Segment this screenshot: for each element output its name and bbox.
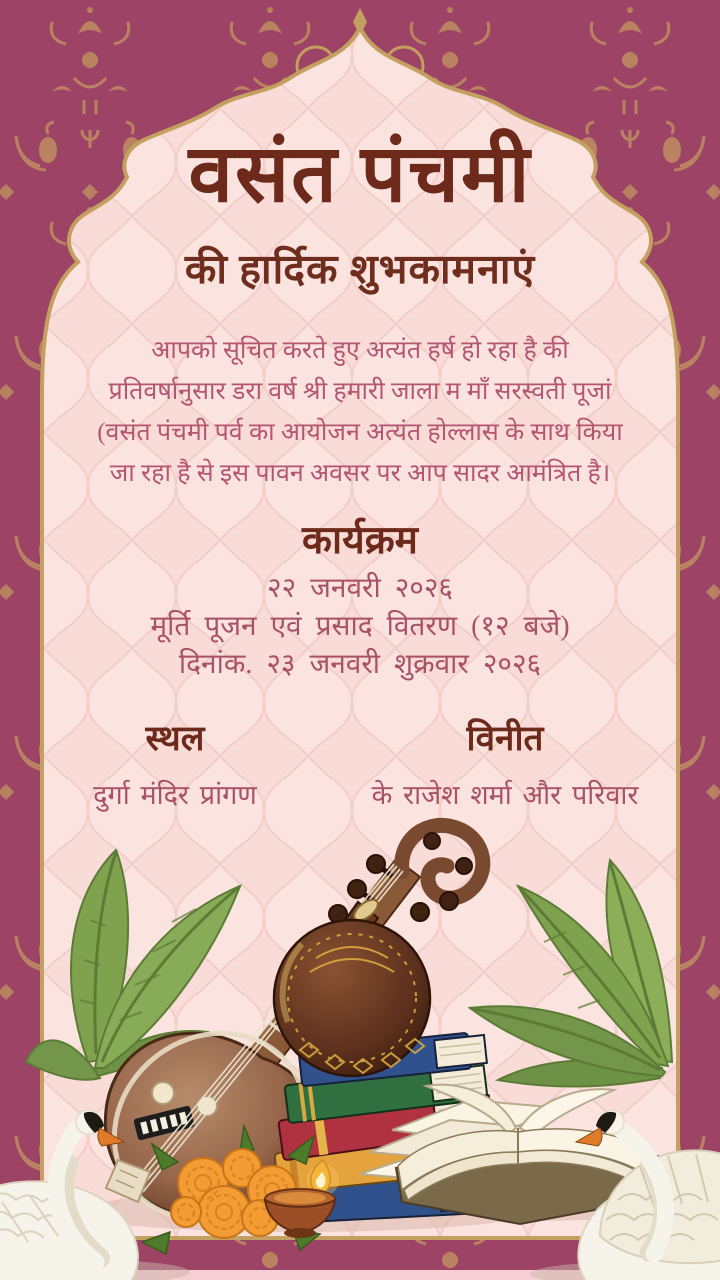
host-value: के राजेश शर्मा और परिवार [371, 780, 639, 810]
message-line: आपको सूचित करते हुए अत्यंत हर्ष हो रहा है की [151, 337, 569, 364]
venue-value: दुर्गा मंदिर प्रांगण [93, 780, 257, 810]
message-line: जा रहा है से इस पावन अवसर पर आप सादर आमंत्रित है। [109, 460, 611, 487]
host-heading: विनीत [466, 719, 544, 758]
program-heading: कार्यक्रम [302, 519, 418, 562]
message-line: (वसंत पंचमी पर्व का आयोजन अत्यंत होल्लास के साथ किया [97, 419, 623, 446]
invitation-message [0, 330, 720, 494]
message-line: प्रतिवर्षानुसार डरा वर्ष श्री हमारी जाला म माँ सरस्वती पूजां [108, 378, 612, 405]
program-line: दिनांक. २३ जनवरी शुक्रवार २०२६ [178, 649, 542, 680]
venue-heading: स्थल [145, 719, 205, 758]
program-line: मूर्ति पूजन एवं प्रसाद वितरण (१२ बजे) [150, 611, 570, 642]
program-line: २२ जनवरी २०२६ [267, 573, 453, 604]
card-subtitle: की हार्दिक शुभकामनाएं [184, 246, 536, 292]
program-details [0, 570, 720, 684]
host-section [320, 714, 690, 812]
venue-section [30, 714, 320, 812]
card-title: वसंत पंचमी [188, 131, 532, 219]
